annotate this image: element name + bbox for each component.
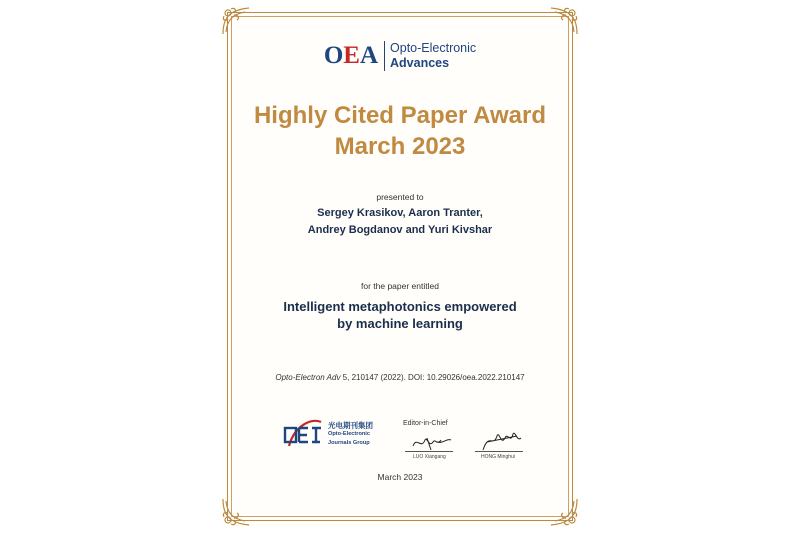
paper-title-line1: Intelligent metaphotonics empowered xyxy=(283,299,517,314)
corner-ornament-icon xyxy=(221,497,251,527)
editor-in-chief-label: Editor-in-Chief xyxy=(403,420,448,427)
award-title-line1: Highly Cited Paper Award xyxy=(253,102,547,129)
citation xyxy=(221,373,579,382)
award-title xyxy=(221,100,579,162)
logo-divider xyxy=(384,41,385,71)
presented-to-label: presented to xyxy=(376,192,424,202)
journal-name-line1: Opto-Electronic xyxy=(390,41,477,55)
journal-logo xyxy=(221,36,579,76)
recipients-line1: Sergey Krasikov, Aaron Tranter, xyxy=(317,207,483,219)
citation-details: 5, 210147 (2022). DOI: 10.29026/oea.2022.210147 xyxy=(340,373,525,382)
journal-abbreviation: OEA xyxy=(323,42,379,69)
corner-ornament-icon xyxy=(549,497,579,527)
recipients-line2: Andrey Bogdanov and Yuri Kivshar xyxy=(307,223,493,236)
certificate xyxy=(221,6,579,527)
recipients xyxy=(221,205,579,238)
paper-title-line2: by machine learning xyxy=(337,316,463,331)
oeg-logo-icon xyxy=(283,416,325,452)
publisher-logo xyxy=(283,416,373,452)
journal-name-line2: Advances xyxy=(390,56,450,70)
signatory-right: HONG Minghui xyxy=(481,454,515,460)
signature-line-right xyxy=(475,451,523,452)
award-title-line2: March 2023 xyxy=(334,133,466,160)
signature-line-left xyxy=(405,451,453,452)
issue-date: March 2023 xyxy=(377,472,423,482)
corner-ornament-icon xyxy=(221,6,251,36)
paper-label: for the paper entitled xyxy=(361,281,439,291)
publisher-name-en-line2: Journals Group xyxy=(328,439,370,446)
citation-journal: Opto-Electron Adv xyxy=(275,373,341,382)
signatory-left: LUO Xiangang xyxy=(413,454,446,460)
corner-ornament-icon xyxy=(549,6,579,36)
publisher-name-cn: 光电期刊集团 xyxy=(328,420,373,430)
paper-title xyxy=(221,298,579,332)
publisher-name-en-line1: Opto-Electronic xyxy=(328,430,370,437)
